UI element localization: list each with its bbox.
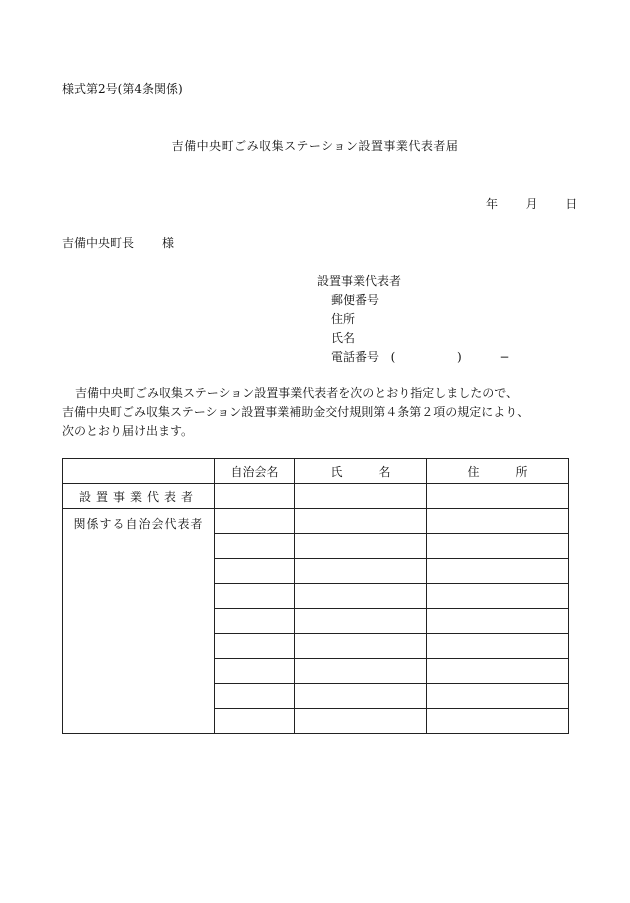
cell-address[interactable]: [427, 634, 569, 659]
header-corner: [63, 459, 215, 484]
body-line-3: 次のとおり届け出ます。: [62, 424, 194, 438]
cell-association[interactable]: [215, 509, 295, 534]
cell-address[interactable]: [427, 609, 569, 634]
cell-address[interactable]: [427, 509, 569, 534]
cell-address[interactable]: [427, 584, 569, 609]
date-line: [486, 195, 577, 212]
date-year: 年: [486, 197, 499, 211]
date-month: 月: [525, 197, 538, 211]
cell-association[interactable]: [215, 659, 295, 684]
applicant-label: 設置事業代表者: [317, 274, 402, 288]
body-text: [62, 384, 529, 441]
cell-address[interactable]: [427, 659, 569, 684]
cell-association[interactable]: [215, 709, 295, 734]
addressee-honorific: 様: [162, 236, 175, 250]
header-address: 住 所: [427, 459, 569, 484]
cell-name[interactable]: [295, 709, 427, 734]
body-line-1: 吉備中央町ごみ収集ステーション設置事業代表者を次のとおり指定しましたので、: [75, 386, 519, 400]
row-label-representative: 設置事業代表者: [63, 484, 215, 509]
cell-address[interactable]: [427, 484, 569, 509]
cell-association[interactable]: [215, 684, 295, 709]
cell-name[interactable]: [295, 484, 427, 509]
cell-name[interactable]: [295, 684, 427, 709]
form-number: 様式第2号(第4条関係): [62, 82, 183, 96]
address-label: 住所: [331, 312, 356, 326]
body-line-2: 吉備中央町ごみ収集ステーション設置事業補助金交付規則第４条第２項の規定により、: [62, 405, 530, 419]
cell-association[interactable]: [215, 484, 295, 509]
cell-association[interactable]: [215, 584, 295, 609]
cell-association[interactable]: [215, 534, 295, 559]
representative-table: [62, 458, 569, 734]
header-association: 自治会名: [215, 459, 295, 484]
cell-association[interactable]: [215, 559, 295, 584]
cell-name[interactable]: [295, 509, 427, 534]
cell-address[interactable]: [427, 709, 569, 734]
phone-open-paren: (: [390, 350, 396, 364]
phone-line: [331, 348, 509, 365]
cell-association[interactable]: [215, 634, 295, 659]
name-label: 氏名: [331, 331, 356, 345]
cell-name[interactable]: [295, 609, 427, 634]
postal-code-label: 郵便番号: [331, 293, 380, 307]
header-name: 氏 名: [295, 459, 427, 484]
cell-name[interactable]: [295, 534, 427, 559]
cell-name[interactable]: [295, 634, 427, 659]
addressee-name: 吉備中央町長: [62, 236, 135, 250]
cell-address[interactable]: [427, 684, 569, 709]
document-title: 吉備中央町ごみ収集ステーション設置事業代表者届: [171, 139, 459, 153]
row-label-related: 関係する自治会代表者: [63, 509, 215, 734]
table-row: [63, 509, 569, 534]
table-header-row: [63, 459, 569, 484]
table-row: [63, 484, 569, 509]
cell-address[interactable]: [427, 534, 569, 559]
cell-name[interactable]: [295, 584, 427, 609]
phone-dash: −: [499, 350, 510, 364]
cell-address[interactable]: [427, 559, 569, 584]
phone-label: 電話番号: [331, 350, 380, 364]
cell-name[interactable]: [295, 559, 427, 584]
cell-association[interactable]: [215, 609, 295, 634]
addressee: [62, 234, 174, 251]
phone-close-paren: ): [457, 350, 462, 364]
cell-name[interactable]: [295, 659, 427, 684]
date-day: 日: [565, 197, 578, 211]
